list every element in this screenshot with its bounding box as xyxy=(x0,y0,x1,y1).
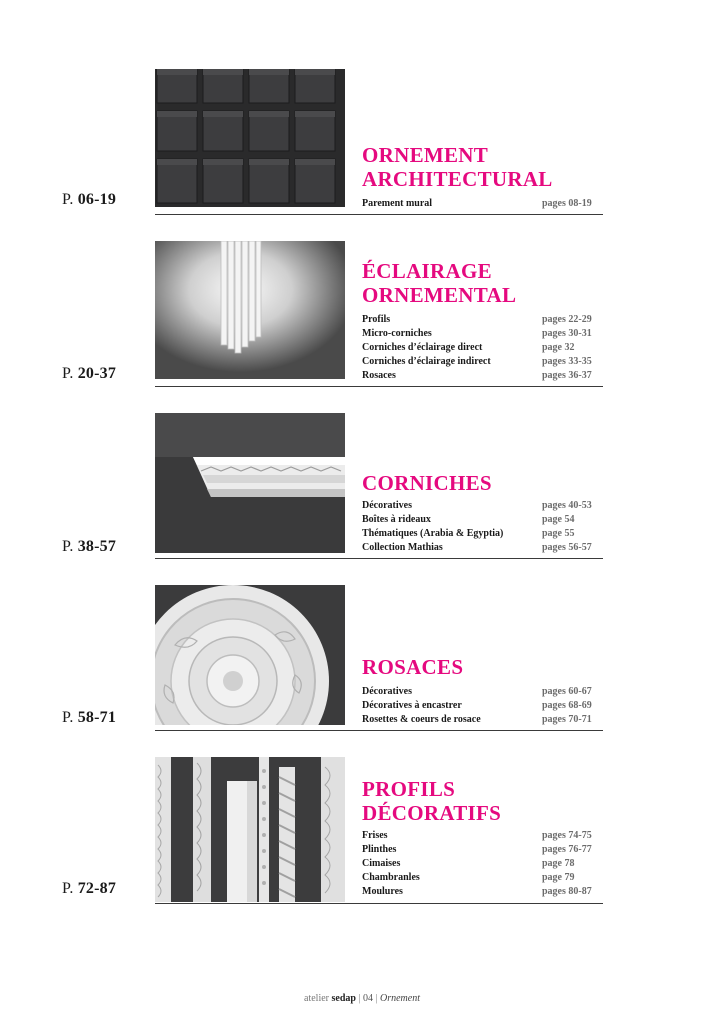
toc-entry-label: Moulures xyxy=(362,886,403,897)
toc-entries xyxy=(362,685,604,727)
toc-entry-label: Micro-corniches xyxy=(362,328,432,339)
toc-entry xyxy=(362,829,604,843)
toc-entry-pages: pages 76-77 xyxy=(542,844,592,855)
toc-entry-pages: page 79 xyxy=(542,872,575,883)
toc-entry xyxy=(362,843,604,857)
section-title xyxy=(362,143,612,191)
toc-entry-pages: page 32 xyxy=(542,342,575,353)
section-title xyxy=(362,471,612,495)
footer-page-number: 04 xyxy=(362,993,373,1004)
toc-entry-label: Boîtes à rideaux xyxy=(362,514,431,525)
page-range xyxy=(62,191,116,209)
toc-entry-label: Parement mural xyxy=(362,198,433,209)
page-range-value: 58-71 xyxy=(77,709,117,726)
toc-entry-label: Profils xyxy=(362,314,391,325)
lighting-profile-photo xyxy=(155,241,345,379)
toc-entry xyxy=(362,327,604,341)
toc-entry xyxy=(362,513,604,527)
footer-brand-bold: sedap xyxy=(331,993,356,1004)
toc-entry xyxy=(362,197,604,211)
page-range-value: 20-37 xyxy=(77,365,117,382)
title-line: ARCHITECTURAL xyxy=(362,167,553,191)
toc-entry xyxy=(362,369,604,383)
toc-entry-pages: pages 33-35 xyxy=(542,356,592,367)
footer-separator: | xyxy=(375,993,378,1004)
section-divider xyxy=(155,903,603,904)
toc-entry-label: Plinthes xyxy=(362,844,397,855)
page-range xyxy=(62,365,116,383)
page-prefix: P. xyxy=(62,709,74,726)
toc-entry-label: Cimaises xyxy=(362,858,401,869)
toc-entry xyxy=(362,527,604,541)
toc-entry-pages: pages 68-69 xyxy=(542,700,592,711)
toc-entry xyxy=(362,885,604,899)
toc-entries xyxy=(362,499,604,555)
toc-entries xyxy=(362,197,604,211)
page-prefix: P. xyxy=(62,880,74,897)
section-title xyxy=(362,777,612,825)
toc-entry-pages: page 78 xyxy=(542,858,575,869)
toc-entry-pages: pages 36-37 xyxy=(542,370,592,381)
page-prefix: P. xyxy=(62,365,74,382)
toc-entry-pages: pages 56-57 xyxy=(542,542,592,553)
wall-panel-photo xyxy=(155,69,345,207)
toc-entry-pages: pages 08-19 xyxy=(542,198,592,209)
decorative-profiles-photo xyxy=(155,757,345,902)
page-range xyxy=(62,709,116,727)
footer-section-name: Ornement xyxy=(379,993,420,1004)
toc-entry xyxy=(362,499,604,513)
toc-entry-pages: pages 74-75 xyxy=(542,830,592,841)
toc-entry-pages: pages 70-71 xyxy=(542,714,592,725)
title-line: ROSACES xyxy=(362,655,464,679)
toc-entry xyxy=(362,341,604,355)
toc-entry-label: Collection Mathias xyxy=(362,542,443,553)
section-divider xyxy=(155,730,603,731)
page-range-value: 72-87 xyxy=(77,880,117,897)
toc-entry-pages: pages 40-53 xyxy=(542,500,592,511)
ceiling-rose-photo xyxy=(155,585,345,725)
toc-entry xyxy=(362,313,604,327)
toc-entry-label: Frises xyxy=(362,830,388,841)
toc-entry-pages: page 55 xyxy=(542,528,575,539)
toc-entry-pages: pages 30-31 xyxy=(542,328,592,339)
toc-entries xyxy=(362,829,604,899)
footer-separator: | xyxy=(358,993,361,1004)
title-line: PROFILS xyxy=(362,777,456,801)
page-prefix: P. xyxy=(62,538,74,555)
toc-entry-pages: pages 22-29 xyxy=(542,314,592,325)
page-range-value: 38-57 xyxy=(77,538,117,555)
toc-entry xyxy=(362,857,604,871)
section-divider xyxy=(155,386,603,387)
toc-entry-label: Thématiques (Arabia & Egyptia) xyxy=(362,528,504,539)
section-title xyxy=(362,259,612,307)
section-title xyxy=(362,655,612,679)
toc-entries xyxy=(362,313,604,383)
toc-entry xyxy=(362,541,604,555)
toc-entry xyxy=(362,699,604,713)
toc-entry-pages: pages 60-67 xyxy=(542,686,592,697)
toc-entry-label: Chambranles xyxy=(362,872,420,883)
page-range xyxy=(62,538,116,556)
toc-entry-label: Rosaces xyxy=(362,370,396,381)
toc-entry-pages: page 54 xyxy=(542,514,575,525)
page-range-value: 06-19 xyxy=(77,191,117,208)
title-line: ORNEMENTAL xyxy=(362,283,517,307)
page-range xyxy=(62,880,116,898)
title-line: ORNEMENT xyxy=(362,143,489,167)
section-divider xyxy=(155,214,603,215)
title-line: ÉCLAIRAGE xyxy=(362,259,492,283)
toc-entry xyxy=(362,871,604,885)
toc-entry-label: Décoratives xyxy=(362,500,412,511)
page-footer xyxy=(0,993,724,1004)
cornice-photo xyxy=(155,413,345,553)
toc-entry xyxy=(362,685,604,699)
toc-entry xyxy=(362,355,604,369)
section-divider xyxy=(155,558,603,559)
toc-entry-pages: pages 80-87 xyxy=(542,886,592,897)
page-prefix: P. xyxy=(62,191,74,208)
toc-entry-label: Décoratives xyxy=(362,686,412,697)
footer-brand-light: atelier xyxy=(304,993,329,1004)
title-line: CORNICHES xyxy=(362,471,492,495)
toc-entry-label: Corniches d’éclairage indirect xyxy=(362,356,491,367)
toc-entry-label: Corniches d’éclairage direct xyxy=(362,342,483,353)
toc-entry xyxy=(362,713,604,727)
toc-entry-label: Rosettes & coeurs de rosace xyxy=(362,714,481,725)
toc-entry-label: Décoratives à encastrer xyxy=(362,700,462,711)
title-line: DÉCORATIFS xyxy=(362,801,502,825)
